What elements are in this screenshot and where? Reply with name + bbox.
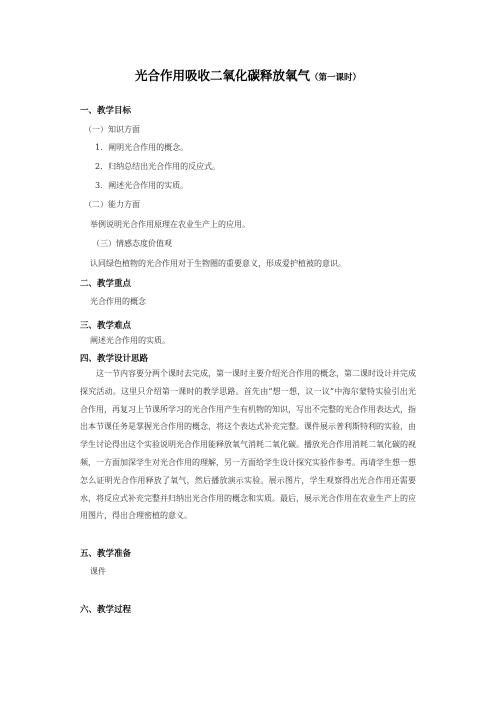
emotion-text: 认同绿色植物的光合作用对于生物圈的重要意义，形成爱护植被的意识。 <box>90 259 346 268</box>
subheading-knowledge: （一）知识方面 <box>84 125 140 134</box>
ability-text: 举例说明光合作用原理在农业生产上的应用。 <box>90 220 250 229</box>
heading-teaching-goals: 一、教学目标 <box>80 106 132 116</box>
preparation-text: 课件 <box>90 567 106 576</box>
title-main: 光合作用吸收二氧化碳释放氧气 <box>134 68 310 83</box>
knowledge-item-2: 2．归纳总结出光合作用的反应式。 <box>95 162 221 171</box>
heading-process: 六、教学过程 <box>80 605 132 615</box>
subheading-emotion: （三）情感态度价值观 <box>92 239 172 248</box>
heading-key-point: 二、教学重点 <box>80 279 132 289</box>
design-paragraph: 这一节内容要分两个课时去完成，第一课时主要介绍光合作用的概念，第二课时设计并完成探究活动。这里只介绍第一课时的教学思路。首先由“想一想，议一议”中海尔蒙特实验引出光合作用，再复习上节课所学习的光合作用产生有机物的知识，写出不完整的光合作用表达式，指出本节课任务是掌握光合作用的概念，将这个表达式补充完整。课件展示普利斯特利的实验，由学生讨论得出这个实验说明光合作用能释放氧气消耗二氧化碳。播放光合作用消耗二氧化碳的视频，一方面加深学生对光合作用的理解，另一方面给学生设计探究实验作参考。再请学生想一想怎么证明光合作用释放了氧气，然后播放演示实验。展示图片，学生观察得出光合作用还需要水，将反应式补充完整并归纳出光合作用的概念和实质。最后，展示光合作用在农业生产上的应用图片，得出合理密植的意义。 <box>80 369 416 521</box>
knowledge-item-3: 3．阐述光合作用的实质。 <box>95 181 189 190</box>
heading-design: 四、教学设计思路 <box>80 354 149 364</box>
heading-preparation: 五、教学准备 <box>80 549 132 559</box>
document-title <box>0 66 496 84</box>
subheading-ability: （二）能力方面 <box>84 200 140 209</box>
knowledge-item-1: 1．阐明光合作用的概念。 <box>95 143 189 152</box>
title-subtitle: （第一课时） <box>310 73 362 83</box>
key-point-text: 光合作用的概念 <box>90 297 146 306</box>
heading-difficulty: 三、教学难点 <box>80 321 132 331</box>
difficulty-text: 阐述光合作用的实质。 <box>90 336 170 345</box>
